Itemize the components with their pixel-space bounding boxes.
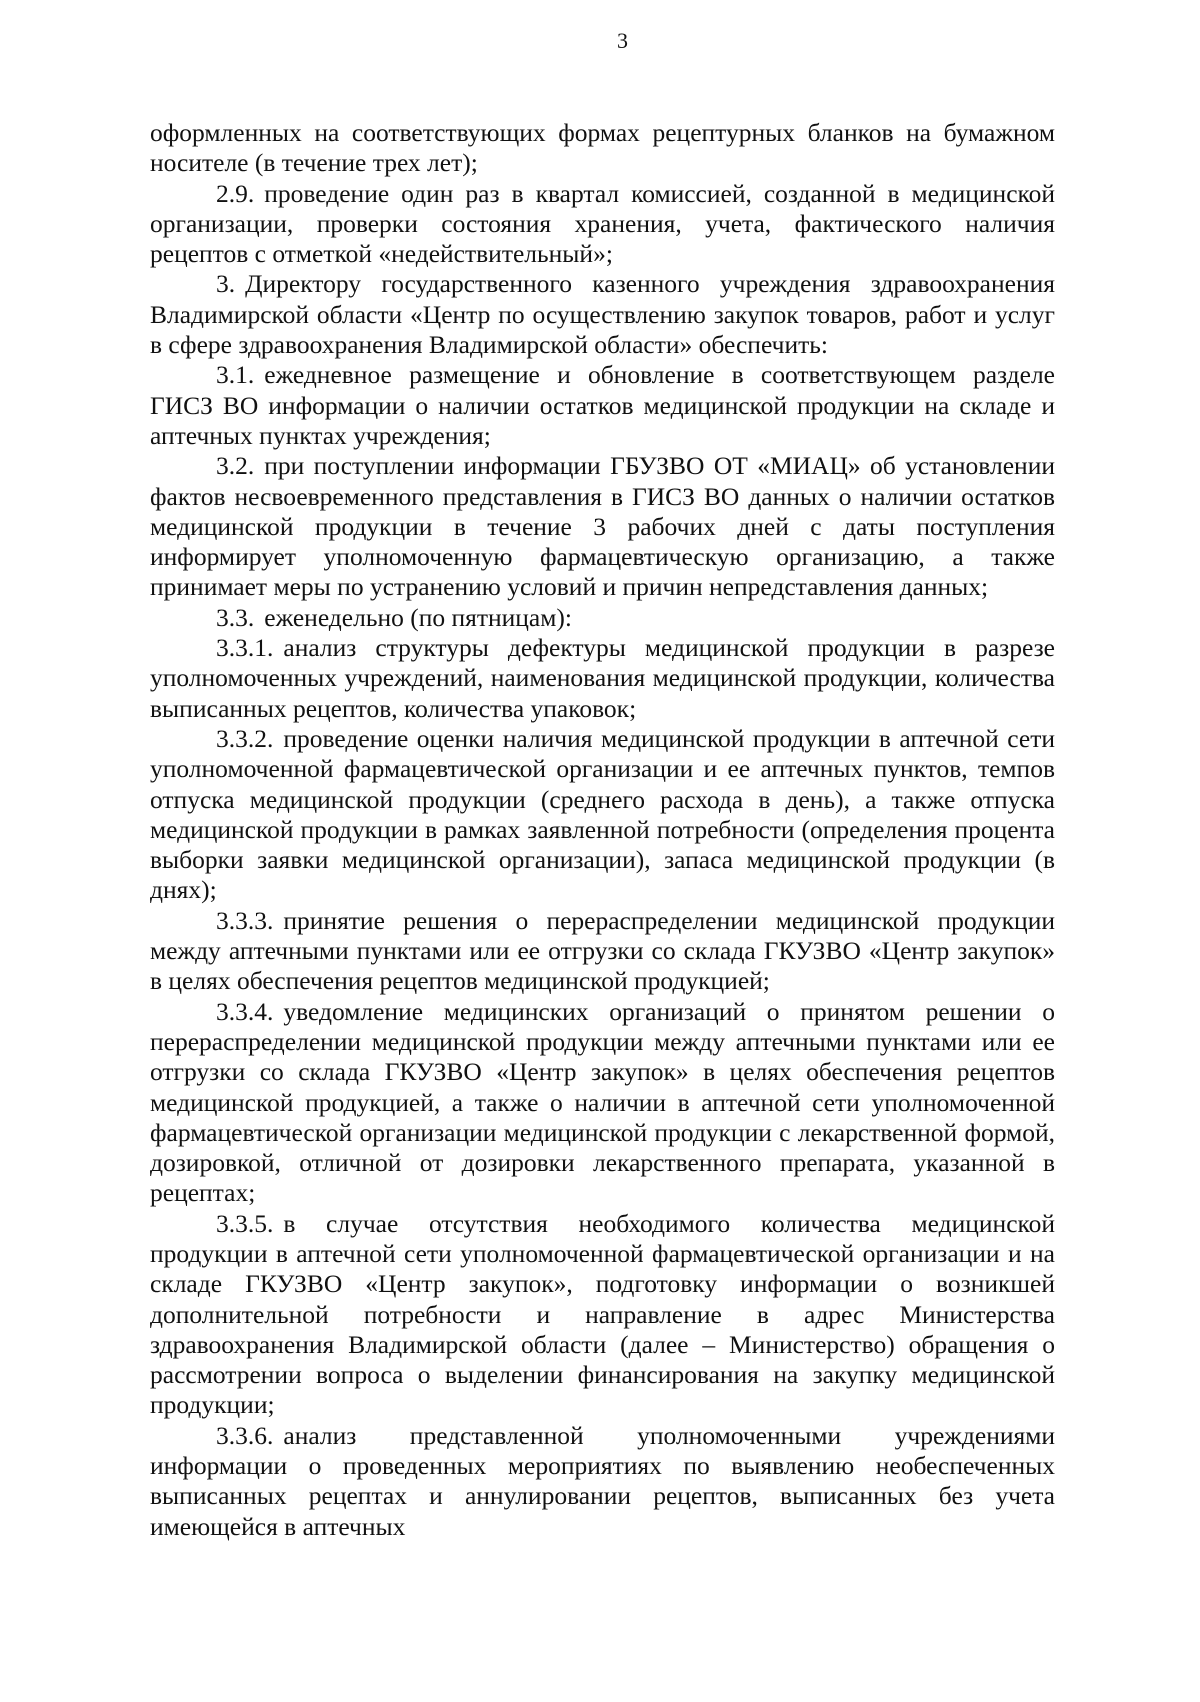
paragraph-number: 2.9. <box>216 178 255 208</box>
paragraph-text: Директору государственного казенного учреждения здравоохранения Владимирской области «Центр по осуществлению закупок товаров, работ и услуг в сфере здравоохранения Владимирской области» обеспечить: <box>150 269 1055 360</box>
paragraph-number: 3.3.6. <box>216 1420 274 1450</box>
paragraph-number: 3.3.4. <box>216 996 274 1026</box>
paragraph-text: проведение оценки наличия медицинской продукции в аптечной сети уполномоченной фармацевтической организации и ее аптечных пунктов, темпов отпуска медицинской продукции (среднего расхода в день), а также отпуска медицинской продукции в рамках заявленной потребности (определения процента выборки заявки медицинской организации), запаса медицинской продукции (в днях); <box>150 723 1055 905</box>
paragraph-number: 3.3.1. <box>216 633 274 663</box>
paragraph-number: 3.1. <box>216 360 255 390</box>
document-page <box>150 30 1055 1542</box>
paragraph <box>150 633 1055 724</box>
paragraph-text: оформленных на соответствующих формах рецептурных бланков на бумажном носителе (в течение трех лет); <box>150 118 1055 178</box>
paragraph-text: уведомление медицинских организаций о принятом решении о перераспределении медицинской продукции между аптечными пунктами или ее отгрузки со склада ГКУЗВО «Центр закупок» в целях обеспечения рецептов медицинской продукцией, а также о наличии в аптечной сети уполномоченной фармацевтической организации медицинской продукции с лекарственной формой, дозировкой, отличной от дозировки лекарственного препарата, указанной в рецептах; <box>150 996 1055 1208</box>
paragraph-text: в случае отсутствия необходимого количества медицинской продукции в аптечной сети уполномоченной фармацевтической организации и на складе ГКУЗВО «Центр закупок», подготовку информации о возникшей дополнительной потребности и направление в адрес Министерства здравоохранения Владимирской области (далее – Министерство) обращения о рассмотрении вопроса о выделении финансирования на закупку медицинской продукции; <box>150 1208 1055 1420</box>
paragraph-number: 3.2. <box>216 451 255 481</box>
paragraph <box>150 1421 1055 1542</box>
page-number: 3 <box>617 28 628 53</box>
paragraph-text: анализ представленной уполномоченными учреждениями информации о проведенных мероприятиях по выявлению необеспеченных выписанных рецептах и аннулировании рецептов, выписанных без учета имеющейся в аптечных <box>150 1420 1055 1541</box>
paragraph-text: еженедельно (по пятницам): <box>264 602 572 632</box>
paragraph-number: 3. <box>216 269 236 299</box>
paragraph <box>150 724 1055 906</box>
paragraph-text: проведение один раз в квартал комиссией, созданной в медицинской организации, проверки состояния хранения, учета, фактического наличия рецептов с отметкой «недействительный»; <box>150 178 1055 269</box>
paragraph-text: ежедневное размещение и обновление в соответствующем разделе ГИСЗ ВО информации о наличии остатков медицинской продукции на складе и аптечных пунктах учреждения; <box>150 360 1055 450</box>
paragraph <box>150 451 1055 602</box>
paragraph <box>150 118 1055 179</box>
paragraph <box>150 179 1055 270</box>
paragraph-text: принятие решения о перераспределении медицинской продукции между аптечными пунктами или ее отгрузки со склада ГКУЗВО «Центр закупок» в целях обеспечения рецептов медицинской продукцией; <box>150 905 1055 996</box>
paragraph <box>150 906 1055 997</box>
paragraph <box>150 1209 1055 1421</box>
paragraph <box>150 603 1055 633</box>
paragraph <box>150 360 1055 451</box>
paragraph-number: 3.3.2. <box>216 723 274 753</box>
paragraph <box>150 997 1055 1209</box>
document-body <box>150 118 1055 1542</box>
paragraph-number: 3.3.5. <box>216 1208 274 1238</box>
paragraph-text: анализ структуры дефектуры медицинской продукции в разрезе уполномоченных учреждений, наименования медицинской продукции, количества выписанных рецептов, количества упаковок; <box>150 633 1055 723</box>
paragraph-text: при поступлении информации ГБУЗВО ОТ «МИАЦ» об установлении фактов несвоевременного представления в ГИСЗ ВО данных о наличии остатков медицинской продукции в течение 3 рабочих дней с даты поступления информирует уполномоченную фармацевтическую организацию, а также принимает меры по устранению условий и причин непредставления данных; <box>150 451 1055 602</box>
paragraph-number: 3.3. <box>216 602 255 632</box>
paragraph <box>150 269 1055 360</box>
paragraph-number: 3.3.3. <box>216 905 274 935</box>
